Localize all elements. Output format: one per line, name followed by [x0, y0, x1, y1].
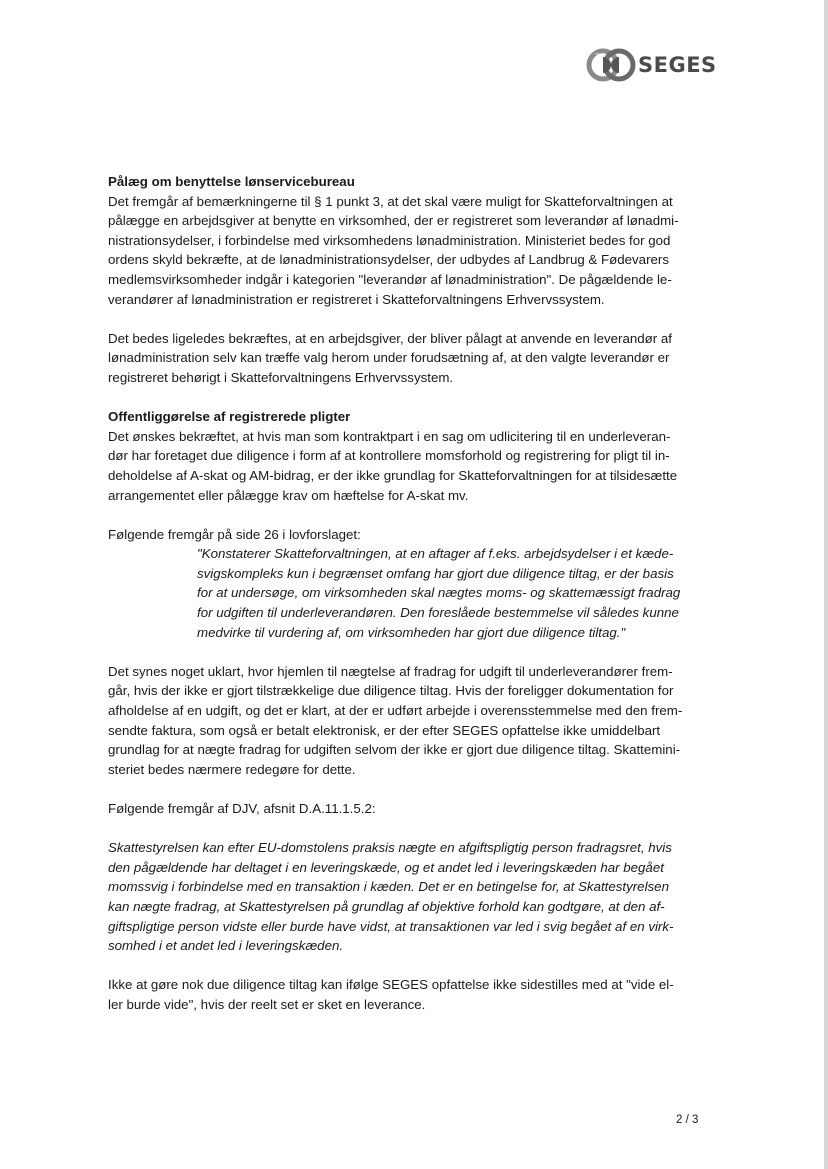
- paragraph-line: ler burde vide", hvis der reelt set er sket en leverance.: [108, 996, 426, 1012]
- quote-intro: Følgende fremgår på side 26 i lovforslaget:: [108, 526, 361, 542]
- quote-line: "Konstaterer Skatteforvaltningen, at en aftager af f.eks. arbejdsydelser i et kæde-: [197, 546, 674, 562]
- paragraph-line: Det fremgår af bemærkningerne til § 1 punkt 3, at det skal være muligt for Skatteforvaltningen at: [108, 193, 673, 209]
- quote-line: svigskompleks kun i begrænset omfang har gjort due diligence tiltag, er der basis: [197, 565, 674, 581]
- paragraph-line: Det ønskes bekræftet, at hvis man som kontraktpart i en sag om udlicitering til en underleveran-: [108, 428, 671, 444]
- quote-line: for udgiften til underleverandøren. Den foreslåede bestemmelse vil således kunne: [197, 605, 679, 621]
- paragraph-line: ordens skyld bekræfte, at de lønadministrationsydelser, der udbydes af Landbrug & Fødevarers: [108, 252, 669, 268]
- page-edge-shadow: [824, 0, 828, 1169]
- logo-ring-text: SEGES: [595, 52, 605, 56]
- djv-quote-line: somhed i et andet led i leveringskæden.: [108, 938, 344, 954]
- paragraph-line: arrangementet eller pålægge krav om hæftelse for A-skat mv.: [108, 487, 469, 503]
- djv-quote-line: den pågældende har deltaget i en leveringskæde, og et andet led i leveringskæden har begået: [108, 859, 664, 875]
- section-heading-loenservicebureau: Pålæg om benyttelse lønservicebureau: [108, 174, 355, 189]
- paragraph-line: går, hvis der ikke er gjort tilstrækkelige due diligence tiltag. Hvis der foreligger dokumentation for: [108, 683, 674, 699]
- paragraph-line: afholdelse af en udgift, og det er klart, at der er udført arbejde i overensstemmelse med den frem-: [108, 703, 683, 719]
- paragraph-line: registreret behørigt i Skatteforvaltningens Erhvervssystem.: [108, 369, 454, 385]
- document-body: [108, 172, 714, 1015]
- paragraph-line: pålægge en arbejdsgiver at benytte en virksomhed, der er registreret som leverandør af lønadmi-: [108, 213, 679, 229]
- paragraph-line: verandører af lønadministration er registreret i Skatteforvaltningens Erhvervssystem.: [108, 291, 605, 307]
- logo-text: SEGES: [638, 53, 717, 77]
- quote-line: medvirke til vurdering af, om virksomheden har gjort due diligence tiltag.": [197, 624, 626, 640]
- paragraph-line: Ikke at gøre nok due diligence tiltag kan ifølge SEGES opfattelse ikke sidestilles med at "vide el-: [108, 977, 674, 993]
- page-number: 2 / 3: [676, 1114, 699, 1126]
- djv-quote-line: Skattestyrelsen kan efter EU-domstolens praksis nægte en afgiftspligtig person fradragsret, hvis: [108, 840, 672, 856]
- paragraph-line: grundlag for at nægte fradrag for udgiften selvom der ikke er gjort due diligence tiltag. Skattemini-: [108, 742, 681, 758]
- paragraph-line: nistrationsydelser, i forbindelse med virksomhedens lønadministration. Ministeriet bedes for god: [108, 232, 671, 248]
- block-quote: [108, 544, 714, 642]
- djv-quote-line: giftspligtige person vidste eller burde have vidst, at transaktionen var led i svig begået af en virk-: [108, 918, 674, 934]
- paragraph-line: medlemsvirksomheder indgår i kategorien "leverandør af lønadministration". De pågældende le-: [108, 271, 672, 287]
- seges-logo: [586, 48, 717, 82]
- paragraph-line: sendte faktura, som også er betalt elektronisk, er der efter SEGES opfattelse ikke umiddelbart: [108, 722, 661, 738]
- quote-line: for at undersøge, om virksomheden skal nægtes moms- og skattemæssigt fradrag: [197, 585, 681, 601]
- paragraph-line: Det synes noget uklart, hvor hjemlen til nægtelse af fradrag for udgift til underleverandører frem-: [108, 663, 673, 679]
- paragraph-line: steriet bedes nærmere redegøre for dette.: [108, 761, 356, 777]
- djv-intro: Følgende fremgår af DJV, afsnit D.A.11.1.5.2:: [108, 801, 376, 816]
- seges-logo-icon: [586, 48, 636, 82]
- paragraph-line: Det bedes ligeledes bekræftes, at en arbejdsgiver, der bliver pålagt at anvende en leverandør af: [108, 330, 672, 346]
- djv-quote-line: momssvig i forbindelse med en transaktion i kæden. Det er en betingelse for, at Skattestyrelsen: [108, 879, 669, 895]
- djv-quote-line: kan nægte fradrag, at Skattestyrelsen på grundlag af objektive forhold kan godtgøre, at den af-: [108, 898, 665, 914]
- paragraph-line: deholdelse af A-skat og AM-bidrag, er der ikke grundlag for Skatteforvaltningen for at tilsidesætte: [108, 467, 678, 483]
- section-heading-offentliggoerelse: Offentliggørelse af registrerede pligter: [108, 409, 351, 425]
- paragraph-line: dør har foretaget due diligence i form af at kontrollere momsforhold og registrering for pligt til in-: [108, 448, 670, 464]
- paragraph-line: lønadministration selv kan træffe valg herom under forudsætning af, at den valgte leverandør er: [108, 350, 670, 366]
